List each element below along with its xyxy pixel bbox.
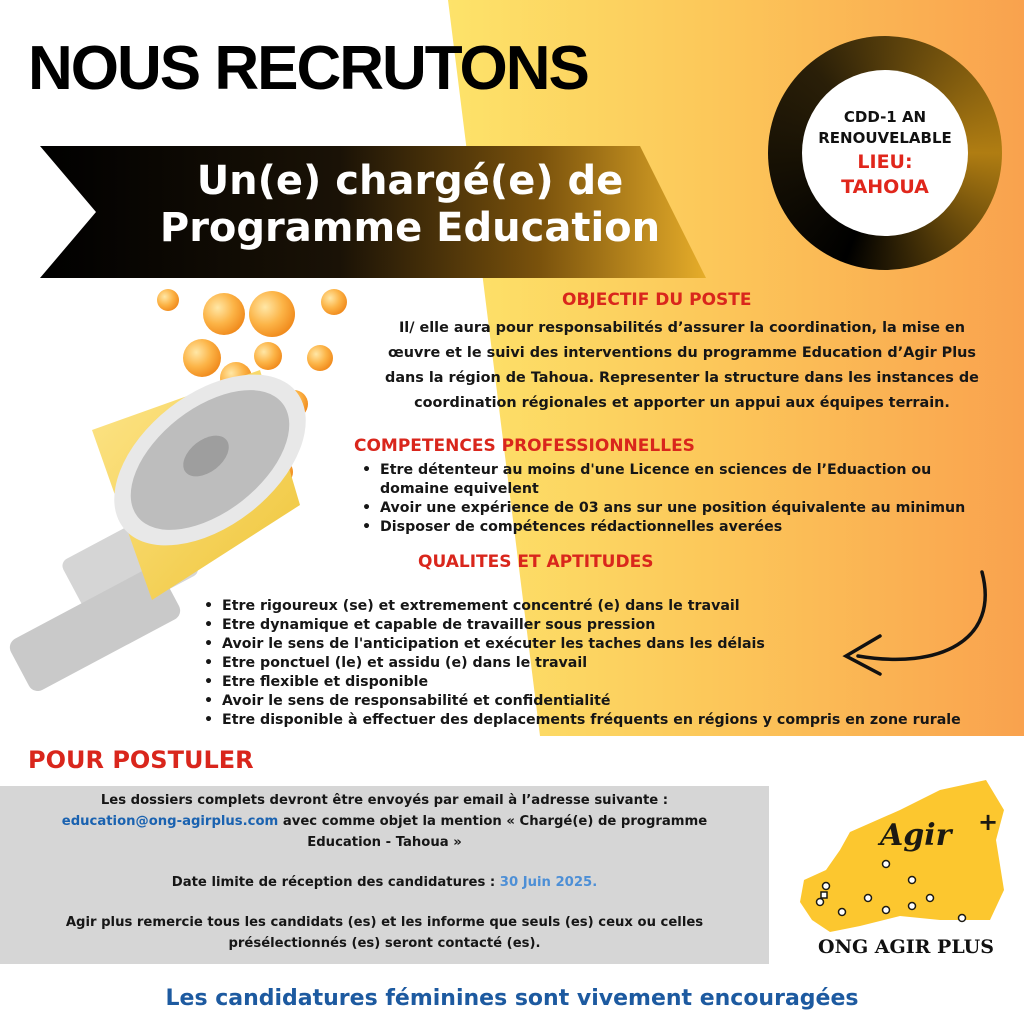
logo-brand-text: Agir	[880, 818, 952, 853]
list-item: • Avoir le sens de responsabilité et confidentialité	[198, 692, 1018, 711]
position-title	[100, 158, 720, 252]
footer-message: Les candidatures féminines sont vivement encouragées	[165, 986, 859, 1011]
position-title-line2: Programme Education	[159, 205, 661, 252]
headline: NOUS RECRUTONS	[28, 34, 588, 103]
objective-line: Il/ elle aura pour responsabilités d’assurer la coordination, la mise en	[398, 320, 966, 336]
list-item: • Etre dynamique et capable de travailler sous pression	[198, 616, 1018, 635]
objective-title: OBJECTIF DU POSTE	[562, 290, 752, 310]
list-item: • Etre détenteur au moins d'une Licence en sciences de l’Eduaction ou domaine equivelent	[356, 461, 976, 499]
location-label: LIEU:	[857, 151, 913, 174]
logo-organization-name: ONG AGIR PLUS	[818, 936, 994, 958]
deadline-label: Date limite de réception des candidatures :	[171, 875, 500, 890]
apply-title: POUR POSTULER	[28, 746, 254, 774]
position-title-line1: Un(e) chargé(e) de	[196, 158, 624, 204]
apply-subject-text: avec comme objet la mention « Chargé(e) de programme	[278, 814, 708, 829]
apply-info-box	[0, 786, 769, 964]
list-item: • Avoir une expérience de 03 ans sur une position équivalente au minimun	[356, 499, 1020, 518]
contract-renewable: RENOUVELABLE	[818, 129, 952, 148]
qualites-title: QUALITES ET APTITUDES	[418, 552, 654, 572]
contract-badge-inner	[802, 70, 968, 236]
contract-type: CDD-1 AN	[843, 107, 927, 126]
contract-badge	[768, 36, 1002, 270]
objective-line: coordination régionales et apporter un appui aux équipes terrain.	[414, 395, 950, 411]
list-item: • Etre flexible et disponible	[198, 673, 1018, 692]
competences-list	[356, 461, 1020, 537]
thanks-line: Agir plus remercie tous les candidats (es) et les informe que seuls (es) ceux ou celles	[65, 915, 704, 930]
logo-plus-text: +	[978, 808, 999, 836]
location-value: TAHOUA	[841, 175, 929, 198]
apply-subject-end: Education - Tahoua »	[307, 835, 462, 850]
list-item: • Avoir le sens de l'anticipation et exécuter les taches dans les délais	[198, 635, 1018, 654]
apply-email-link[interactable]: education@ong-agirplus.com	[61, 814, 279, 829]
list-item: • Etre ponctuel (le) et assidu (e) dans le travail	[198, 654, 1018, 673]
objective-line: dans la région de Tahoua. Representer la structure dans les instances de	[385, 370, 979, 386]
apply-instructions: Les dossiers complets devront être envoyés par email à l’adresse suivante :	[100, 793, 669, 808]
list-item: • Etre rigoureux (se) et extremement concentré (e) dans le travail	[198, 597, 1018, 616]
qualites-list	[198, 597, 1018, 730]
list-item: • Disposer de compétences rédactionnelles averées	[356, 518, 1020, 537]
list-item: • Etre disponible à effectuer des deplacements fréquents en régions y compris en zone rurale	[198, 711, 1018, 730]
thanks-line: présélectionnés (es) seront contacté (es).	[228, 936, 541, 951]
objective-text	[346, 316, 1018, 416]
competences-title: COMPETENCES PROFESSIONNELLES	[354, 436, 695, 456]
deadline-value: 30 Juin 2025.	[499, 875, 598, 890]
objective-line: œuvre et le suivi des interventions du programme Education d’Agir Plus	[388, 345, 976, 361]
